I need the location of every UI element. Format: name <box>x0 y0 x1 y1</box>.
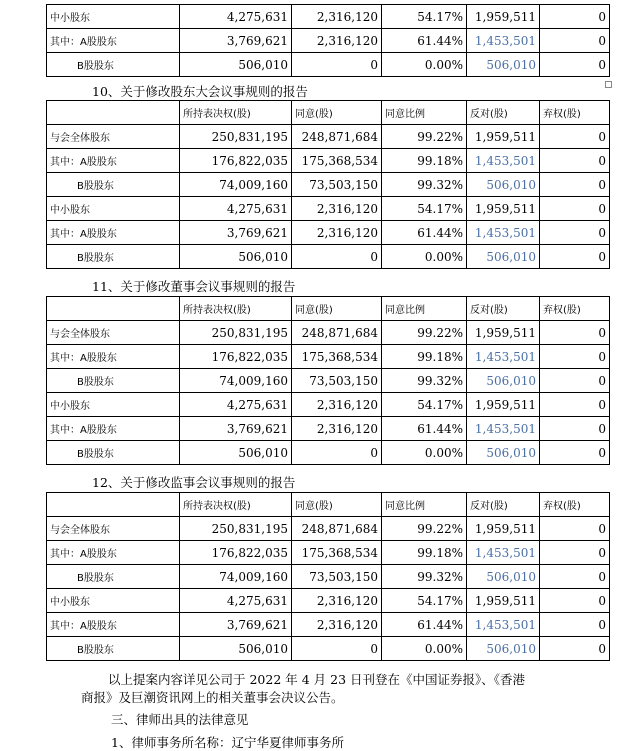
row-label: 其中：A股股东 <box>47 613 180 637</box>
table-row <box>47 245 610 269</box>
table-header-row <box>47 297 610 321</box>
row-label: 其中：A股股东 <box>47 345 180 369</box>
row-label: B股股东 <box>47 245 180 269</box>
table-row <box>47 637 610 661</box>
abstain-votes-cell: 0 <box>540 345 610 369</box>
agree-ratio-cell: 99.18% <box>382 149 467 173</box>
header-cell: 同意比例 <box>382 297 467 321</box>
total-votes-cell: 506,010 <box>180 441 292 465</box>
agree-ratio-cell: 99.18% <box>382 345 467 369</box>
agree-ratio-cell: 99.32% <box>382 173 467 197</box>
abstain-votes-cell: 0 <box>540 221 610 245</box>
abstain-votes-cell: 0 <box>540 393 610 417</box>
total-votes-cell: 3,769,621 <box>180 221 292 245</box>
abstain-votes-cell: 0 <box>540 417 610 441</box>
table-header-row <box>47 493 610 517</box>
section-heading-3: 三、律师出具的法律意见 <box>111 712 249 727</box>
agree-ratio-cell: 61.44% <box>382 613 467 637</box>
table-row <box>47 369 610 393</box>
agree-votes-cell: 248,871,684 <box>292 517 382 541</box>
table-row <box>47 149 610 173</box>
agree-votes-cell: 248,871,684 <box>292 125 382 149</box>
agree-ratio-cell: 99.22% <box>382 517 467 541</box>
row-label: B股股东 <box>47 369 180 393</box>
agree-ratio-cell: 0.00% <box>382 245 467 269</box>
agree-votes-cell: 248,871,684 <box>292 321 382 345</box>
row-label: B股股东 <box>47 441 180 465</box>
agree-votes-cell: 0 <box>292 245 382 269</box>
abstain-votes-cell: 0 <box>540 613 610 637</box>
agree-votes-cell: 2,316,120 <box>292 613 382 637</box>
section-title-12: 12、关于修改监事会议事规则的报告 <box>92 475 296 490</box>
agree-ratio-cell: 0.00% <box>382 53 467 77</box>
header-cell: 同意(股) <box>292 493 382 517</box>
vote-table-12 <box>46 492 610 661</box>
agree-votes-cell: 73,503,150 <box>292 565 382 589</box>
against-votes-cell: 506,010 <box>467 369 540 393</box>
table-row <box>47 5 610 29</box>
header-cell <box>47 297 180 321</box>
abstain-votes-cell: 0 <box>540 369 610 393</box>
total-votes-cell: 3,769,621 <box>180 613 292 637</box>
table-row <box>47 345 610 369</box>
row-label: B股股东 <box>47 53 180 77</box>
against-votes-cell: 1,959,511 <box>467 393 540 417</box>
table-header-row <box>47 101 610 125</box>
against-votes-cell: 1,453,501 <box>467 221 540 245</box>
table-row <box>47 517 610 541</box>
agree-ratio-cell: 99.32% <box>382 369 467 393</box>
agree-votes-cell: 175,368,534 <box>292 149 382 173</box>
agree-ratio-cell: 61.44% <box>382 417 467 441</box>
table-corner-marker <box>605 81 612 88</box>
against-votes-cell: 506,010 <box>467 637 540 661</box>
row-label: 中小股东 <box>47 5 180 29</box>
abstain-votes-cell: 0 <box>540 441 610 465</box>
agree-ratio-cell: 99.32% <box>382 565 467 589</box>
table-row <box>47 441 610 465</box>
abstain-votes-cell: 0 <box>540 149 610 173</box>
row-label: 其中：A股股东 <box>47 417 180 441</box>
against-votes-cell: 1,453,501 <box>467 613 540 637</box>
total-votes-cell: 4,275,631 <box>180 393 292 417</box>
against-votes-cell: 1,959,511 <box>467 321 540 345</box>
agree-ratio-cell: 0.00% <box>382 441 467 465</box>
against-votes-cell: 1,453,501 <box>467 149 540 173</box>
table-row <box>47 29 610 53</box>
total-votes-cell: 176,822,035 <box>180 149 292 173</box>
header-cell: 所持表决权(股) <box>180 297 292 321</box>
agree-ratio-cell: 54.17% <box>382 5 467 29</box>
agree-ratio-cell: 54.17% <box>382 197 467 221</box>
agree-votes-cell: 2,316,120 <box>292 221 382 245</box>
abstain-votes-cell: 0 <box>540 589 610 613</box>
paragraph-line-2: 商报》及巨潮资讯网上的相关董事会决议公告。 <box>81 690 344 705</box>
against-votes-cell: 506,010 <box>467 53 540 77</box>
abstain-votes-cell: 0 <box>540 29 610 53</box>
agree-votes-cell: 2,316,120 <box>292 197 382 221</box>
total-votes-cell: 4,275,631 <box>180 197 292 221</box>
header-cell: 反对(股) <box>467 297 540 321</box>
agree-votes-cell: 73,503,150 <box>292 173 382 197</box>
total-votes-cell: 4,275,631 <box>180 5 292 29</box>
table-row <box>47 197 610 221</box>
against-votes-cell: 1,453,501 <box>467 345 540 369</box>
total-votes-cell: 4,275,631 <box>180 589 292 613</box>
row-label: B股股东 <box>47 637 180 661</box>
table-row <box>47 393 610 417</box>
abstain-votes-cell: 0 <box>540 245 610 269</box>
against-votes-cell: 506,010 <box>467 441 540 465</box>
total-votes-cell: 74,009,160 <box>180 565 292 589</box>
row-label: 中小股东 <box>47 393 180 417</box>
against-votes-cell: 1,959,511 <box>467 517 540 541</box>
agree-votes-cell: 2,316,120 <box>292 5 382 29</box>
agree-votes-cell: 2,316,120 <box>292 29 382 53</box>
against-votes-cell: 506,010 <box>467 565 540 589</box>
row-label: 与会全体股东 <box>47 321 180 345</box>
agree-ratio-cell: 61.44% <box>382 221 467 245</box>
header-cell <box>47 101 180 125</box>
table-row <box>47 417 610 441</box>
abstain-votes-cell: 0 <box>540 541 610 565</box>
agree-ratio-cell: 99.22% <box>382 321 467 345</box>
agree-votes-cell: 2,316,120 <box>292 589 382 613</box>
table-row <box>47 221 610 245</box>
header-cell: 反对(股) <box>467 493 540 517</box>
section-title-11: 11、关于修改董事会议事规则的报告 <box>92 279 296 294</box>
total-votes-cell: 506,010 <box>180 245 292 269</box>
against-votes-cell: 1,453,501 <box>467 417 540 441</box>
abstain-votes-cell: 0 <box>540 173 610 197</box>
against-votes-cell: 1,959,511 <box>467 125 540 149</box>
against-votes-cell: 1,959,511 <box>467 5 540 29</box>
header-cell: 所持表决权(股) <box>180 493 292 517</box>
agree-votes-cell: 2,316,120 <box>292 417 382 441</box>
agree-votes-cell: 175,368,534 <box>292 345 382 369</box>
header-cell: 所持表决权(股) <box>180 101 292 125</box>
vote-table-top <box>46 4 610 77</box>
header-cell: 弃权(股) <box>540 101 610 125</box>
against-votes-cell: 506,010 <box>467 173 540 197</box>
agree-ratio-cell: 99.22% <box>382 125 467 149</box>
header-cell: 同意(股) <box>292 101 382 125</box>
total-votes-cell: 176,822,035 <box>180 541 292 565</box>
list-item-1: 1、律师事务所名称：辽宁华夏律师事务所 <box>111 735 344 750</box>
total-votes-cell: 250,831,195 <box>180 517 292 541</box>
header-cell: 同意比例 <box>382 101 467 125</box>
total-votes-cell: 3,769,621 <box>180 29 292 53</box>
abstain-votes-cell: 0 <box>540 53 610 77</box>
row-label: 中小股东 <box>47 589 180 613</box>
header-cell: 弃权(股) <box>540 297 610 321</box>
agree-ratio-cell: 0.00% <box>382 637 467 661</box>
row-label: 其中：A股股东 <box>47 149 180 173</box>
agree-votes-cell: 0 <box>292 637 382 661</box>
header-cell: 弃权(股) <box>540 493 610 517</box>
row-label: 其中：A股股东 <box>47 29 180 53</box>
against-votes-cell: 506,010 <box>467 245 540 269</box>
agree-votes-cell: 175,368,534 <box>292 541 382 565</box>
table-row <box>47 173 610 197</box>
agree-ratio-cell: 99.18% <box>382 541 467 565</box>
against-votes-cell: 1,453,501 <box>467 29 540 53</box>
agree-ratio-cell: 54.17% <box>382 393 467 417</box>
total-votes-cell: 250,831,195 <box>180 321 292 345</box>
total-votes-cell: 176,822,035 <box>180 345 292 369</box>
header-cell: 同意比例 <box>382 493 467 517</box>
table-row <box>47 321 610 345</box>
header-cell: 反对(股) <box>467 101 540 125</box>
table-row <box>47 589 610 613</box>
total-votes-cell: 506,010 <box>180 637 292 661</box>
abstain-votes-cell: 0 <box>540 637 610 661</box>
total-votes-cell: 506,010 <box>180 53 292 77</box>
agree-votes-cell: 0 <box>292 53 382 77</box>
table-row <box>47 53 610 77</box>
table-row <box>47 125 610 149</box>
abstain-votes-cell: 0 <box>540 197 610 221</box>
header-cell: 同意(股) <box>292 297 382 321</box>
total-votes-cell: 250,831,195 <box>180 125 292 149</box>
row-label: 中小股东 <box>47 197 180 221</box>
agree-votes-cell: 73,503,150 <box>292 369 382 393</box>
row-label: B股股东 <box>47 173 180 197</box>
agree-ratio-cell: 54.17% <box>382 589 467 613</box>
agree-votes-cell: 2,316,120 <box>292 393 382 417</box>
agree-ratio-cell: 61.44% <box>382 29 467 53</box>
table-row <box>47 541 610 565</box>
vote-table-11 <box>46 296 610 465</box>
total-votes-cell: 3,769,621 <box>180 417 292 441</box>
against-votes-cell: 1,959,511 <box>467 589 540 613</box>
vote-table-10 <box>46 100 610 269</box>
row-label: 其中：A股股东 <box>47 221 180 245</box>
total-votes-cell: 74,009,160 <box>180 173 292 197</box>
against-votes-cell: 1,453,501 <box>467 541 540 565</box>
row-label: 与会全体股东 <box>47 517 180 541</box>
header-cell <box>47 493 180 517</box>
abstain-votes-cell: 0 <box>540 5 610 29</box>
row-label: B股股东 <box>47 565 180 589</box>
row-label: 其中：A股股东 <box>47 541 180 565</box>
agree-votes-cell: 0 <box>292 441 382 465</box>
section-title-10: 10、关于修改股东大会议事规则的报告 <box>92 84 308 99</box>
abstain-votes-cell: 0 <box>540 321 610 345</box>
abstain-votes-cell: 0 <box>540 565 610 589</box>
paragraph-line-1: 以上提案内容详见公司于 2022 年 4 月 23 日刊登在《中国证券报》、《香港 <box>108 672 526 687</box>
abstain-votes-cell: 0 <box>540 517 610 541</box>
total-votes-cell: 74,009,160 <box>180 369 292 393</box>
row-label: 与会全体股东 <box>47 125 180 149</box>
table-row <box>47 613 610 637</box>
abstain-votes-cell: 0 <box>540 125 610 149</box>
against-votes-cell: 1,959,511 <box>467 197 540 221</box>
table-row <box>47 565 610 589</box>
